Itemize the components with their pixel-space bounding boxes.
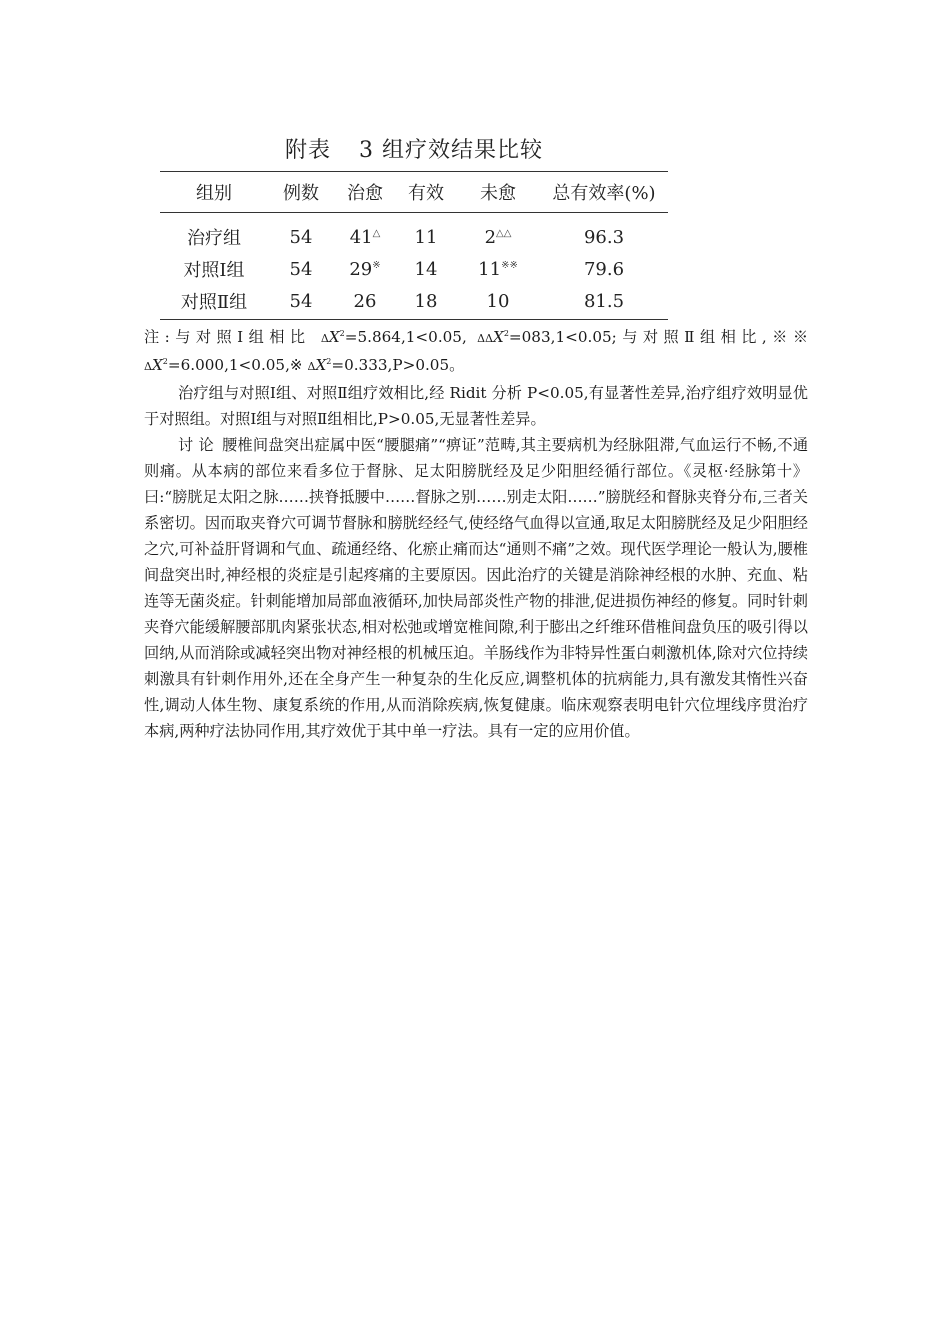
cell-count: 54 <box>289 226 313 248</box>
table-header-row <box>160 172 668 213</box>
cell-not-cured: 2△△ <box>484 226 512 248</box>
header-group: 组别 <box>160 172 268 213</box>
header-total-rate: 总有效率(%) <box>540 172 668 213</box>
header-count: 例数 <box>268 172 334 213</box>
cell-not-cured: 11※※ <box>478 258 518 280</box>
significance-mark: △△ <box>496 227 512 239</box>
table-title-label: 附表 <box>284 138 331 163</box>
cell-cured: 29※ <box>349 258 381 280</box>
table-row <box>160 285 668 320</box>
significance-mark: ※ <box>372 259 381 271</box>
cell-cured: 26 <box>334 285 396 320</box>
cell-group: 对照Ⅰ组 <box>183 260 245 281</box>
results-table <box>160 171 668 320</box>
header-not-cured: 未愈 <box>456 172 540 213</box>
cell-total-rate: 81.5 <box>540 285 668 320</box>
table-row <box>160 213 668 254</box>
header-cured: 治愈 <box>334 172 396 213</box>
cell-count: 54 <box>289 258 313 280</box>
significance-mark: ※※ <box>501 259 518 271</box>
cell-group: 对照Ⅱ组 <box>160 285 268 320</box>
table-row <box>160 253 668 285</box>
table-title-text: 3 组疗效结果比较 <box>359 138 543 163</box>
cell-group: 治疗组 <box>187 228 241 249</box>
cell-count: 54 <box>268 285 334 320</box>
cell-effective: 11 <box>414 226 438 248</box>
cell-total-rate: 79.6 <box>583 258 625 280</box>
table-title <box>160 133 668 164</box>
header-effective: 有效 <box>396 172 456 213</box>
table-note: 注:与对照Ⅰ组相比 $\Delta X^2=5.864,1<0.05$, $\Delta\Delta X^2=083,1<0.05$;与对照Ⅱ组相比,※※ $\Delta X^2=6.000,1<0.05,※$ $\Delta X^2=0.333,P>0.05$。 <box>144 328 809 374</box>
results-paragraph: 治疗组与对照Ⅰ组、对照Ⅱ组疗效相比,经 Ridit 分析 P<0.05,有显著性差异,治疗组疗效明显优于对照组。对照Ⅰ组与对照Ⅱ组相比,P>0.05,无显著性差异。 <box>144 384 808 428</box>
cell-effective: 18 <box>396 285 456 320</box>
cell-not-cured: 10 <box>456 285 540 320</box>
body-text <box>144 324 808 744</box>
cell-effective: 14 <box>414 258 438 280</box>
discussion-text: 腰椎间盘突出症属中医“腰腿痛”“痹证”范畴,其主要病机为经脉阻滞,气血运行不畅,不通则痛。从本病的部位来看多位于督脉、足太阳膀胱经及足少阳胆经循行部位。《灵枢·经脉第十》曰:“膀胱足太阳之脉……挟脊抵腰中……督脉之别……别走太阳……”膀胱经和督脉夹脊分布,三者关系密切。因而取夹脊穴可调节督脉和膀胱经经气,使经络气血得以宣通,取足太阳膀胱经及足少阳胆经之穴,可补益肝肾调和气血、疏通经络、化瘀止痛而达“通则不痛”之效。现代医学理论一般认为,腰椎间盘突出时,神经根的炎症是引起疼痛的主要原因。因此治疗的关键是消除神经根的水肿、充血、粘连等无菌炎症。针刺能增加局部血液循环,加快局部炎性产物的排泄,促进损伤神经的修复。同时针刺夹脊穴能缓解腰部肌肉紧张状态,相对松弛或增宽椎间隙,利于膨出之纤维环借椎间盘负压的吸引得以回纳,从而消除或减轻突出物对神经根的机械压迫。羊肠线作为非特异性蛋白刺激机体,除对穴位持续刺激具有针刺作用外,还在全身产生一种复杂的生化反应,调整机体的抗病能力,具有激发其惰性兴奋性,调动人体生物、康复系统的作用,从而消除疾病,恢复健康。临床观察表明电针穴位埋线序贯治疗本病,两种疗法协同作用,其疗效优于其中单一疗法。具有一定的应用价值。 <box>144 436 809 740</box>
discussion-label: 讨 论 <box>178 436 214 454</box>
discussion-paragraph <box>144 432 808 744</box>
cell-cured: 41△ <box>349 226 381 248</box>
cell-total-rate: 96.3 <box>583 226 625 248</box>
significance-mark: △ <box>372 227 381 239</box>
